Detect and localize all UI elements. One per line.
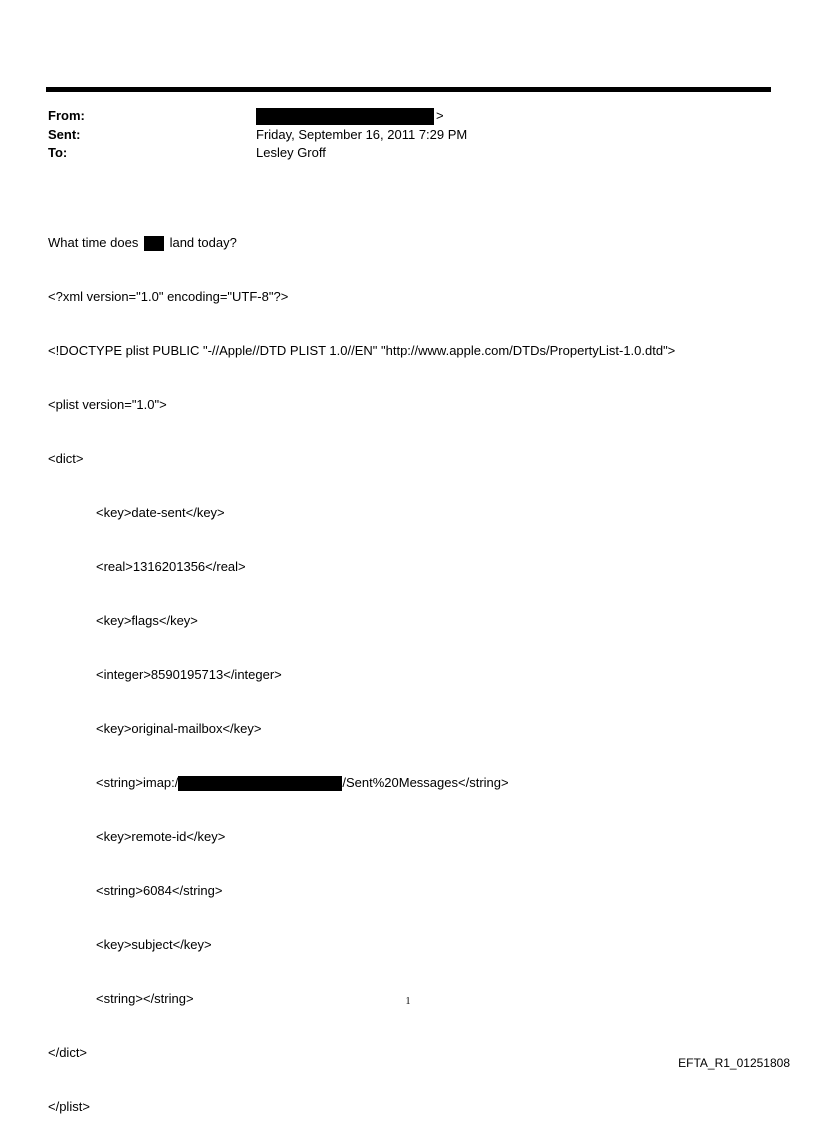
mailbox-start: <string>imap:/	[96, 775, 179, 790]
redaction-box	[144, 236, 164, 251]
doctype-line: <!DOCTYPE plist PUBLIC "-//Apple//DTD PLIST 1.0//EN" "http://www.apple.com/DTDs/PropertyList-1.0.dtd">	[48, 343, 676, 358]
to-label: To:	[48, 145, 68, 160]
sent-value: Friday, September 16, 2011 7:29 PM	[256, 126, 468, 142]
real-value: <real>1316201356</real>	[96, 559, 246, 574]
header-divider	[46, 87, 771, 92]
key-flags: <key>flags</key>	[96, 613, 198, 628]
from-suffix: >	[436, 108, 444, 123]
plist-close: </plist>	[48, 1099, 90, 1114]
page-number: 1	[405, 996, 411, 1007]
key-date-sent: <key>date-sent</key>	[96, 505, 225, 520]
question-end: land today?	[169, 235, 237, 250]
to-value: Lesley Groff	[256, 145, 326, 160]
plist-open: <plist version="1.0">	[48, 397, 167, 412]
dict-open: <dict>	[48, 451, 84, 466]
redaction-box	[178, 776, 342, 791]
mailbox-end: /Sent%20Messages</string>	[342, 775, 509, 790]
remote-id-value: <string>6084</string>	[96, 883, 223, 898]
document-id: EFTA_R1_01251808	[678, 1056, 790, 1070]
mailbox-string	[48, 774, 675, 792]
redaction-box	[256, 108, 434, 125]
email-body	[48, 198, 675, 1134]
xml-declaration: <?xml version="1.0" encoding="UTF-8"?>	[48, 289, 289, 304]
from-label: From:	[48, 108, 85, 123]
sent-label: Sent:	[48, 126, 81, 142]
dict-close: </dict>	[48, 1045, 88, 1060]
key-remote-id: <key>remote-id</key>	[96, 829, 226, 844]
subject-value: <string></string>	[96, 991, 194, 1006]
question-start: What time does	[48, 235, 139, 250]
from-value	[256, 107, 444, 126]
integer-value: <integer>8590195713</integer>	[96, 667, 282, 682]
key-subject: <key>subject</key>	[96, 937, 212, 952]
body-line-question	[48, 234, 675, 252]
key-original-mailbox: <key>original-mailbox</key>	[96, 721, 262, 736]
